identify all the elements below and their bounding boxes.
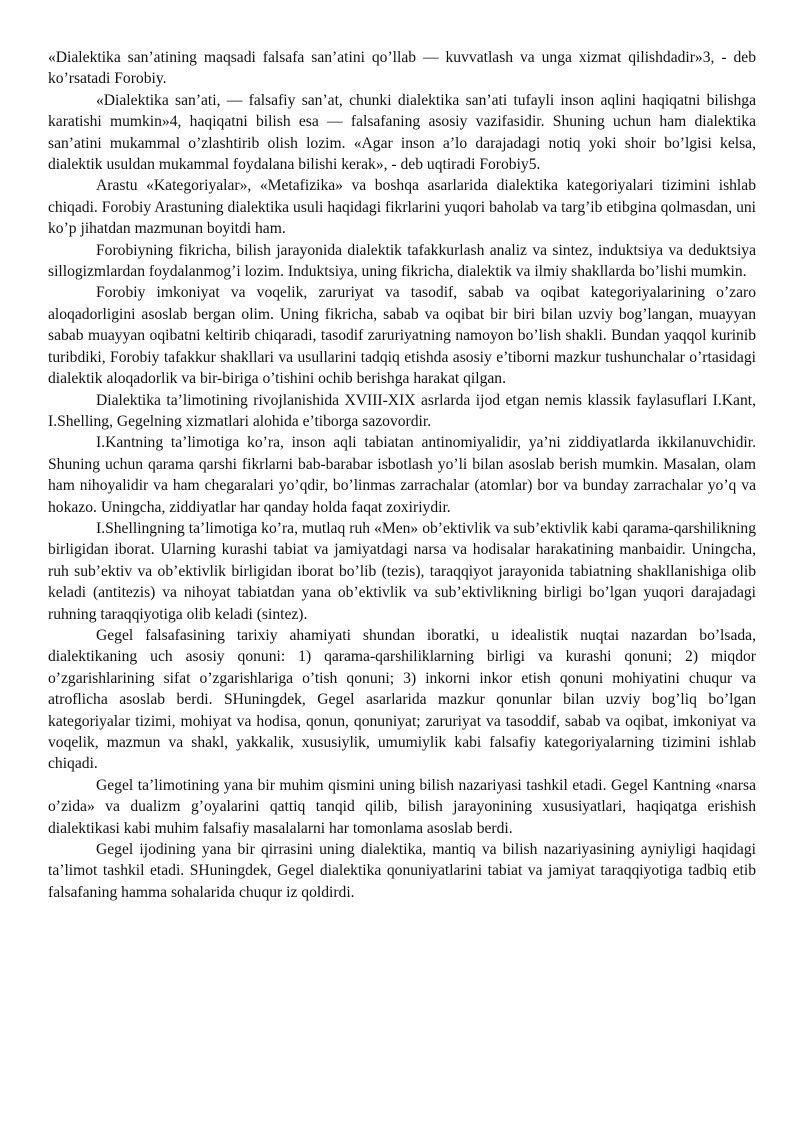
document-page [48, 47, 756, 903]
paragraph-10: Gegel ta’limotining yana bir muhim qismini uning bilish nazariyasi tashkil etadi. Gegel Kantning «narsa o’zida» va dualizm g’oyalarini qattiq tanqid qilib, bilish jarayonining xususiyatlari, haqiqatga erishish dialektikasi kabi muhim falsafiy masalalarni har tomonlama asoslab berdi. [48, 776, 756, 837]
paragraph-4: Forobiyning fikricha, bilish jarayonida dialektik tafakkurlash analiz va sintez, induktsiya va deduktsiya sillogizmlardan foydalanmog’i lozim. Induktsiya, uning fikricha, dialektik va ilmiy shakllarda bo’lishi mumkin. [48, 241, 756, 281]
paragraph-6: Dialektika ta’limotining rivojlanishida XVIII-XIX asrlarda ijod etgan nemis klassik faylasuflari I.Kant, I.Shelling, Gegelning xizmatlari alohida e’tiborga sazovordir. [48, 391, 756, 430]
paragraph-9: Gegel falsafasining tarixiy ahamiyati shundan iboratki, u idealistik nuqtai nazardan bo’lsada, dialektikaning uch asosiy qonuni: 1) qarama-qarshiliklarning birligi va kurashi qonuni; 2) miqdor o’zgarishlarining sifat o’zgarishlariga o’tish qonuni; 3) inkorni inkor etish qonuni mohiyatini chuqur va atroflicha asoslab berdi. SHuningdek, Gegel asarlarida mazkur qonunlar bilan uzviy bog’liq bo’lgan kategoriyalar tizimi, mohiyat va hodisa, qonun, qonuniyat; zaruriyat va tasoddif, sabab va oqibat, imkoniyat va voqelik, mazmun va shakl, yakkalik, xususiylik, umumiylik kabi falsafiy kategoriyalarning tizimini ishlab chiqadi. [48, 626, 756, 773]
paragraph-11: Gegel ijodining yana bir qirrasini uning dialektika, mantiq va bilish nazariyasining ayniyligi haqidagi ta’limot tashkil etadi. SHuningdek, Gegel dialektika qonuniyatlarini tabiat va jamiyat taraqqiyotiga tadbiq etib falsafaning hamma sohalarida chuqur iz qoldirdi. [48, 841, 756, 901]
paragraph-5: Forobiy imkoniyat va voqelik, zaruriyat va tasodif, sabab va oqibat kategoriyalarining o’zaro aloqadorligini asoslab bergan olim. Uning fikricha, sabab va oqibat bir biri bilan uzviy bog’langan, muayyan sabab muayyan oqibatni keltirib chiqaradi, tasodif zaruriyatning namoyon bo’lish shakli. Bundan yaqqol kurinib turibdiki, Forobiy tafakkur shakllari va usullarini tadqiq etishda asosiy e’tiborni mazkur tushunchalar o’rtasidagi dialektik aloqadorlik va bir-biriga o’tishini ochib berishga harakat qilgan. [48, 284, 756, 388]
paragraph-2: «Dialektika san’ati, — falsafiy san’at, chunki dialektika san’ati tufayli inson aqlini haqiqatni bilishga karatishi mumkin»4, haqiqatni bilish esa — falsafaning asosiy vazifasidir. Shuning uchun ham dialektika san’atini mukammal o’zlashtirib olish lozim. «Agar inson a’lo darajadagi notiq yoki shoir bo’lgisi kelsa, dialektik usuldan mukammal foydalana bilishi kerak», - deb uqtiradi Forobiy5. [48, 91, 756, 174]
paragraph-8: I.Shellingning ta’limotiga ko’ra, mutlaq ruh «Men» ob’ektivlik va sub’ektivlik kabi qarama-qarshilikning birligidan iborat. Ularning kurashi tabiat va jamiyatdagi narsa va hodisalar harakatining manbaidir. Uningcha, ruh sub’ektiv va ob’ektivlik birligidan iborat bo’lib (tezis), taraqqiyot jarayonida tabiatning shakllanishiga olib keladi (antitezis) va nihoyat tabiatdan yana ob’ektivlik va sub’ektivlikning birligi bo’lgan yuqori darajadagi ruhning taraqqiyotiga olib keladi (sintez). [48, 519, 756, 623]
paragraph-7: I.Kantning ta’limotiga ko’ra, inson aqli tabiatan antinomiyalidir, ya’ni ziddiyatlarda ikkilanuvchidir. Shuning uchun qarama qarshi fikrlarni bab-barabar isbotlash yo’li bilan asoslab berish mumkin. Masalan, olam ham nihoyalidir va ham chegaralari yo’qdir, bo’linmas zarrachalar (atomlar) bor va bunday zarrachalar yo’q va hokazo. Uningcha, ziddiyatlar har qanday holda faqat zoxiriydir. [48, 434, 756, 516]
paragraph-1: «Dialektika san’atining maqsadi falsafa san’atini qo’llab — kuvvatlash va unga xizmat qilishdadir»3, - deb ko’rsatadi Forobiy. [48, 49, 756, 88]
paragraph-3: Arastu «Kategoriyalar», «Metafizika» va boshqa asarlarida dialektika kategoriyalari tizimini ishlab chiqadi. Forobiy Arastuning dialektika usuli haqidagi fikrlarini yuqori baholab va targ’ib etibgina qolmasdan, uni ko’p jihatdan mazmunan boyitdi ham. [48, 177, 756, 238]
